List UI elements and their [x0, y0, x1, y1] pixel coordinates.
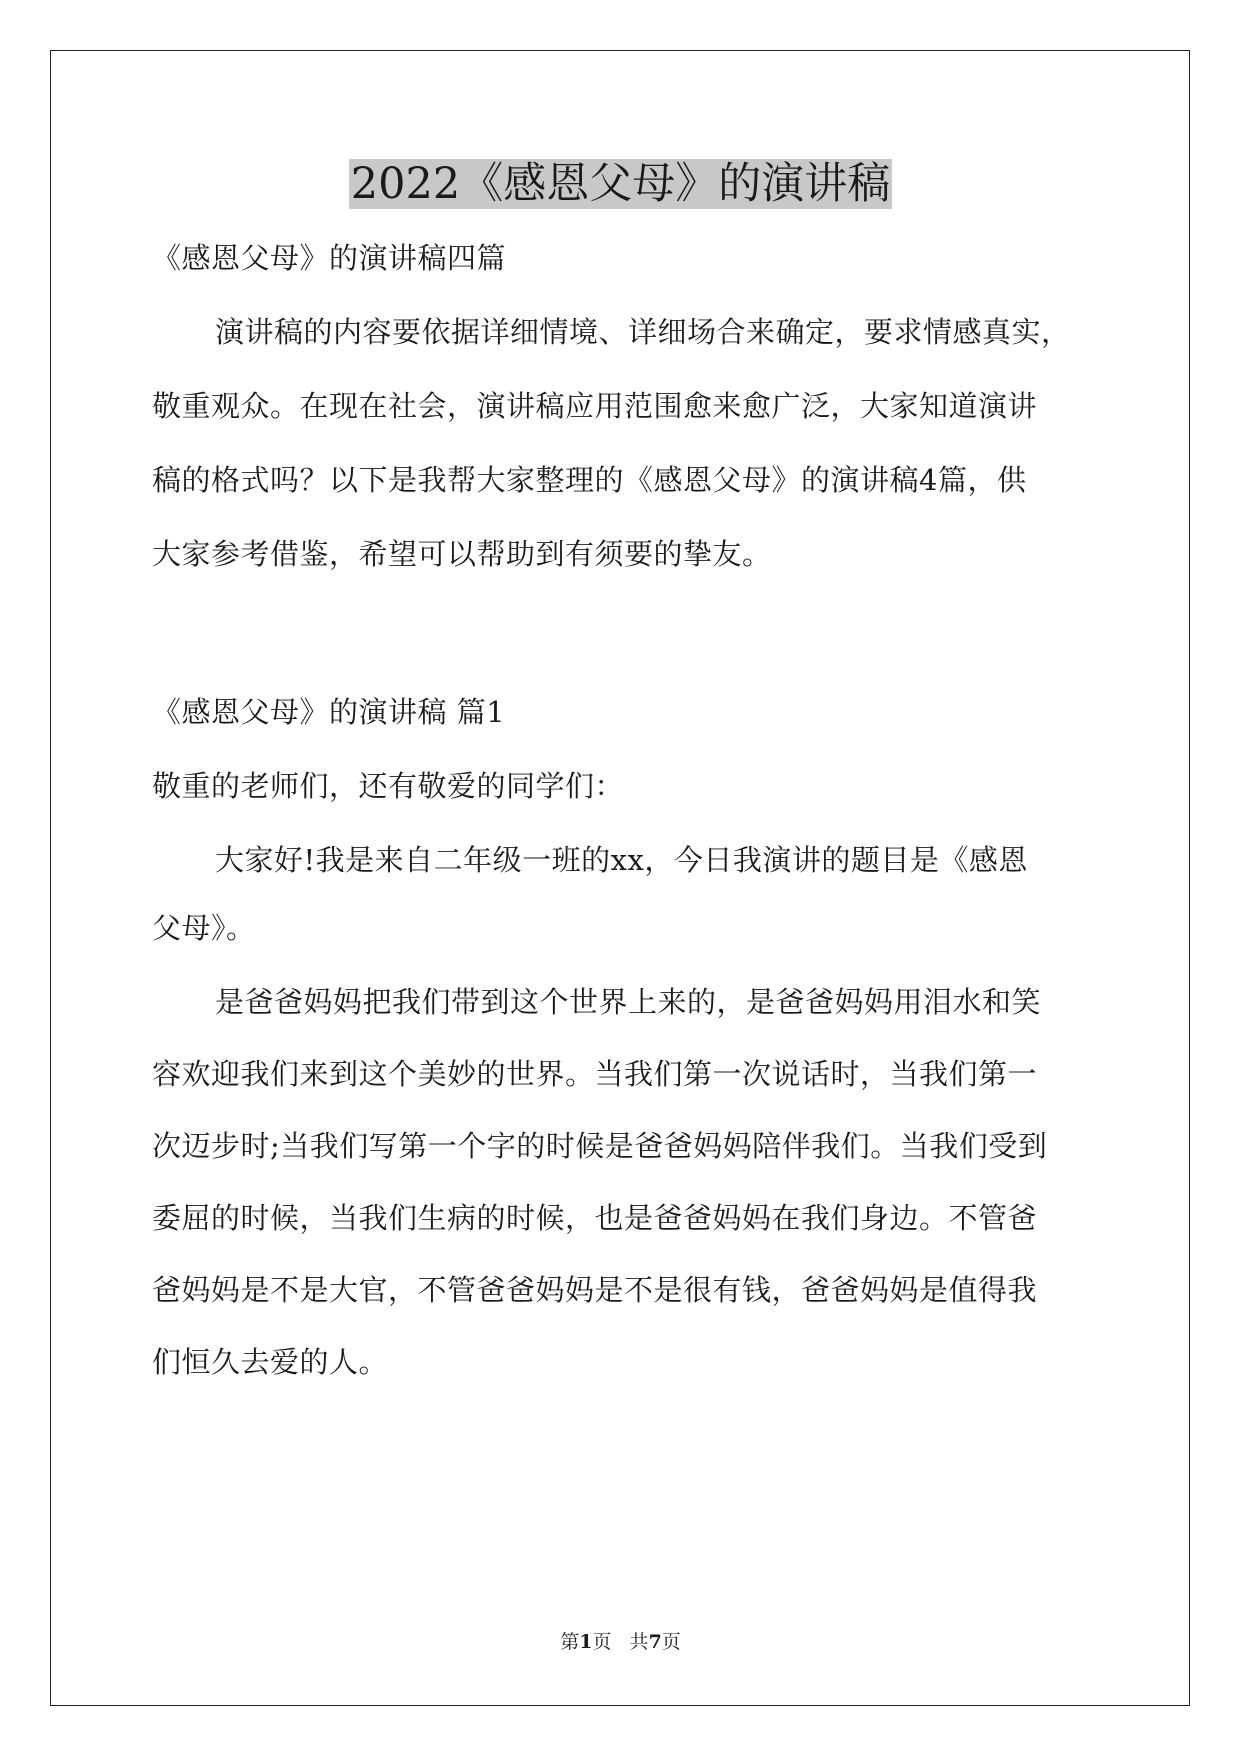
para1-line-1: 大家好!我是来自二年级一班的xx，今日我演讲的题目是《感恩 [215, 843, 1028, 877]
footer-mid: 页 共 [592, 1631, 649, 1653]
para2-line-3: 次迈步时;当我们写第一个字的时候是爸爸妈妈陪伴我们。当我们受到 [152, 1129, 1048, 1163]
intro-line-1: 演讲稿的内容要依据详细情境、详细场合来确定，要求情感真实， [215, 315, 1071, 349]
footer-prefix: 第 [560, 1631, 580, 1653]
para2-line-1: 是爸爸妈妈把我们带到这个世界上来的，是爸爸妈妈用泪水和笑 [215, 985, 1042, 1019]
section-heading: 《感恩父母》的演讲稿 篇1 [152, 695, 506, 729]
intro-line-4: 大家参考借鉴，希望可以帮助到有须要的挚友。 [152, 537, 772, 571]
para2-line-5: 爸妈妈是不是大官，不管爸爸妈妈是不是很有钱，爸爸妈妈是值得我 [152, 1273, 1038, 1307]
footer-current-page: 1 [579, 1631, 593, 1653]
footer-suffix: 页 [661, 1631, 681, 1653]
para1-line-2: 父母》。 [152, 911, 256, 945]
document-title-text: 2022《感恩父母》的演讲稿 [350, 159, 891, 209]
salutation: 敬重的老师们，还有敬爱的同学们： [152, 769, 625, 803]
intro-line-2: 敬重观众。在现在社会，演讲稿应用范围愈来愈广泛，大家知道演讲 [152, 389, 1038, 423]
footer-total-pages: 7 [648, 1631, 662, 1653]
para2-line-6: 们恒久去爱的人。 [152, 1345, 389, 1379]
para2-line-2: 容欢迎我们来到这个美妙的世界。当我们第一次说话时，当我们第一 [152, 1057, 1038, 1091]
page-footer [0, 1630, 1241, 1654]
para2-line-4: 委屈的时候，当我们生病的时候，也是爸爸妈妈在我们身边。不管爸 [152, 1201, 1038, 1235]
intro-line-3: 稿的格式吗？以下是我帮大家整理的《感恩父母》的演讲稿4篇，供 [152, 463, 1027, 497]
document-subtitle: 《感恩父母》的演讲稿四篇 [152, 241, 507, 275]
document-title [0, 156, 1241, 212]
